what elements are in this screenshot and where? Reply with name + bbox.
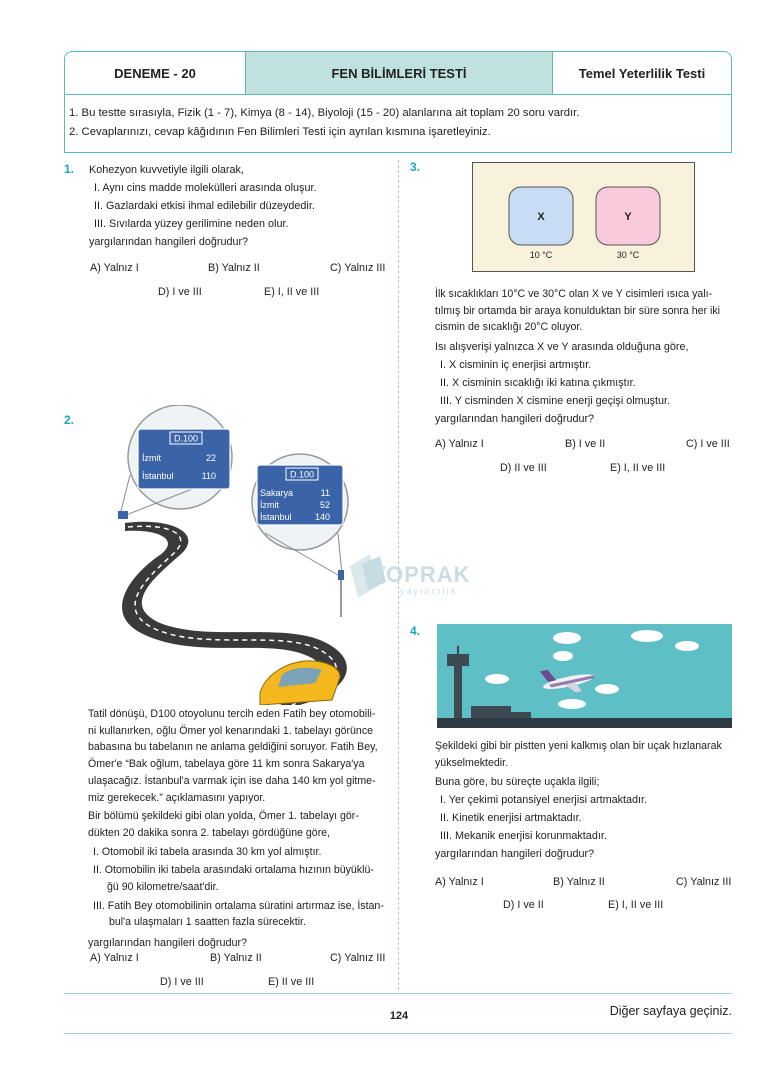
sign-2-dist-1: 11 <box>320 488 330 498</box>
terminal-building <box>471 706 511 718</box>
q4-option-c[interactable]: C) Yalnız III <box>676 876 732 888</box>
q3-para-line3: cismin de sıcaklığı 20°C oluyor. <box>435 321 583 334</box>
question-1-item-2: II. Gazlardaki etkisi ihmal edilebilir düzeydedir. <box>94 200 315 212</box>
q2-item-2-line2: ğü 90 kilometre/saat'dir. <box>107 881 219 894</box>
watermark-sub: yayıncılık <box>400 586 458 596</box>
question-2-question: yargılarından hangileri doğrudur? <box>88 937 248 950</box>
q3-item-1: I. X cisminin iç enerjisi artmıştır. <box>440 359 592 372</box>
watermark-name: TOPRAK <box>372 562 471 587</box>
q4-stem: Buna göre, bu süreçte uçakla ilgili; <box>435 776 600 789</box>
q4-item-3: III. Mekanik enerjisi korunmaktadır. <box>440 830 607 843</box>
control-tower-cab <box>447 654 469 666</box>
publisher-watermark <box>340 546 490 606</box>
heat-exchange-figure <box>472 162 695 272</box>
q2-para1-line6: miz gerekecek.” açıklamasını yapıyor. <box>88 791 266 804</box>
q3-item-2: II. X cisminin sıcaklığı iki katına çıkmıştır. <box>440 377 636 390</box>
q1-option-e[interactable]: E) I, II ve III <box>264 286 320 298</box>
q2-para2-line1: Bir bölümü şekildeki gibi olan yolda, Ömer 1. tabelayı gör- <box>88 810 359 823</box>
question-4-text <box>435 738 735 863</box>
sign-1-dist-2: 110 <box>201 471 216 481</box>
q3-item-3: III. Y cisminden X cismine enerji geçişi olmuştur. <box>440 395 671 408</box>
q3-para-line2: tılmış bir ortamda bir araya konulduktan bir süre sonra her iki <box>435 304 720 317</box>
q2-para1-line4: Ömer'e “Bak oğlum, tabelaya göre 11 km sonra Sakarya'ya <box>88 758 365 771</box>
q3-option-a[interactable]: A) Yalnız I <box>435 438 484 450</box>
q1-option-b[interactable]: B) Yalnız II <box>208 262 260 274</box>
object-y-temp: 30 °C <box>616 250 640 260</box>
question-4-question: yargılarından hangileri doğrudur? <box>435 848 595 861</box>
question-2-text <box>88 706 396 952</box>
footer-bottom-rule <box>64 1033 732 1034</box>
q4-option-e[interactable]: E) I, II ve III <box>608 899 664 911</box>
object-y-label: Y <box>624 211 632 223</box>
sign-1-city-1: İzmit <box>142 453 161 463</box>
q4-option-d[interactable]: D) I ve II <box>503 899 544 911</box>
q2-para1-line2: ni kullanırken, oğlu Ömer yol kenarındaki 1. tabelayı görünce <box>88 724 374 737</box>
q3-option-c[interactable]: C) I ve III <box>686 438 730 450</box>
q2-option-b[interactable]: B) Yalnız II <box>210 952 262 964</box>
question-1 <box>64 160 394 251</box>
q2-item-1: I. Otomobil iki tabela arasında 30 km yol almıştır. <box>93 845 322 858</box>
header-exam-name: DENEME - 20 <box>65 52 246 94</box>
sign-1-road: D.100 <box>173 433 199 444</box>
instruction-2: 2. Cevaplarınızı, cevap kâğıdının Fen Bilimleri Testi için ayrılan kısmına işaretleyiniz. <box>69 126 491 138</box>
question-4-number: 4. <box>410 624 421 638</box>
q3-option-b[interactable]: B) I ve II <box>565 438 606 450</box>
q4-para-line1: Şekildeki gibi bir pistten yeni kalkmış olan bir uçak hızlanarak <box>435 740 722 752</box>
page-number: 124 <box>389 1010 409 1022</box>
sign-1-on-road <box>118 511 128 519</box>
question-1-item-1: I. Aynı cins madde molekülleri arasında oluşur. <box>94 182 317 194</box>
sign-2-city-3: İstanbul <box>260 512 292 522</box>
question-3-text <box>435 286 735 428</box>
q2-para1-line5: ulaşacağız. İstanbul'a varmak için ise daha 140 km yol gitme- <box>88 774 376 787</box>
q4-item-2: II. Kinetik enerjisi artmaktadır. <box>440 812 582 825</box>
runway <box>437 718 732 728</box>
q2-para1-line3: babasına bu tabelanın ne anlama geldiğini soruyor. Fatih Bey, <box>88 741 378 754</box>
q2-item-3-line2: bul'a ulaşmaları 1 saatten fazla sürecektir. <box>109 916 306 929</box>
q1-option-c[interactable]: C) Yalnız III <box>330 262 386 274</box>
instruction-1: 1. Bu testte sırasıyla, Fizik (1 - 7), Kimya (8 - 14), Biyoloji (15 - 20) alanlarına ait toplam 20 soru vardır. <box>69 107 580 119</box>
footer-top-rule <box>64 993 732 994</box>
sign-2-city-2: İzmit <box>260 500 279 510</box>
object-x-temp: 10 °C <box>529 250 553 260</box>
q2-option-d[interactable]: D) I ve III <box>160 976 204 988</box>
sign-1-city-2: İstanbul <box>142 471 174 481</box>
q3-option-e[interactable]: E) I, II ve III <box>610 462 666 474</box>
q3-option-d[interactable]: D) II ve III <box>500 462 547 474</box>
object-x-label: X <box>537 211 545 223</box>
question-1-item-3: III. Sıvılarda yüzey gerilimine neden olur. <box>94 218 289 230</box>
magnifier-1-pointer-left <box>120 475 130 515</box>
header-test-type: Temel Yeterlilik Testi <box>578 65 706 81</box>
sign-1-dist-1: 22 <box>205 453 216 463</box>
insulated-environment <box>473 163 695 272</box>
q4-option-a[interactable]: A) Yalnız I <box>435 876 484 888</box>
next-page-note: Diğer sayfaya geçiniz. <box>609 1004 732 1018</box>
control-tower <box>454 664 462 718</box>
sign-2-city-1: Sakarya <box>260 488 294 498</box>
question-1-number: 1. <box>64 162 75 176</box>
q2-option-c[interactable]: C) Yalnız III <box>330 952 386 964</box>
question-3-number: 3. <box>410 160 421 174</box>
question-1-question: yargılarından hangileri doğrudur? <box>89 236 249 248</box>
q2-item-3-line1: III. Fatih Bey otomobilinin ortalama süratini artırmaz ise, İstan- <box>93 899 384 912</box>
sign-2-dist-2: 52 <box>319 500 330 510</box>
header-test-name: FEN BİLİMLERİ TESTİ <box>246 52 553 94</box>
question-2-number: 2. <box>64 413 75 427</box>
q2-item-2-line1: II. Otomobilin iki tabela arasındaki ortalama hızının büyüklü- <box>93 864 374 877</box>
q4-item-1: I. Yer çekimi potansiyel enerjisi artmaktadır. <box>440 794 648 807</box>
q3-para-line1: İlk sıcaklıkları 10°C ve 30°C olan X ve Y cisimleri ısıca yalı- <box>435 288 713 300</box>
q2-para1-line1: Tatil dönüşü, D100 otoyolunu tercih eden Fatih bey otomobili- <box>88 708 376 720</box>
q4-option-b[interactable]: B) Yalnız II <box>553 876 605 888</box>
question-3-question: yargılarından hangileri doğrudur? <box>435 413 595 426</box>
q3-stem: Isı alışverişi yalnızca X ve Y arasında olduğuna göre, <box>435 341 689 354</box>
question-1-stem: Kohezyon kuvvetiyle ilgili olarak, <box>89 164 244 176</box>
instructions-box <box>64 95 732 153</box>
test-header <box>64 51 732 95</box>
airport-illustration <box>437 624 732 728</box>
sign-2-dist-3: 140 <box>314 512 330 522</box>
sign-2-road: D.100 <box>289 469 315 480</box>
q2-option-e[interactable]: E) II ve III <box>268 976 315 988</box>
q2-option-a[interactable]: A) Yalnız I <box>90 952 139 964</box>
q4-para-line2: yükselmektedir. <box>435 756 509 769</box>
q1-option-d[interactable]: D) I ve III <box>158 286 202 298</box>
q1-option-a[interactable]: A) Yalnız I <box>90 262 139 274</box>
q2-para2-line2: dükten 20 dakika sonra 2. tabelayı gördüğüne göre, <box>88 826 331 839</box>
